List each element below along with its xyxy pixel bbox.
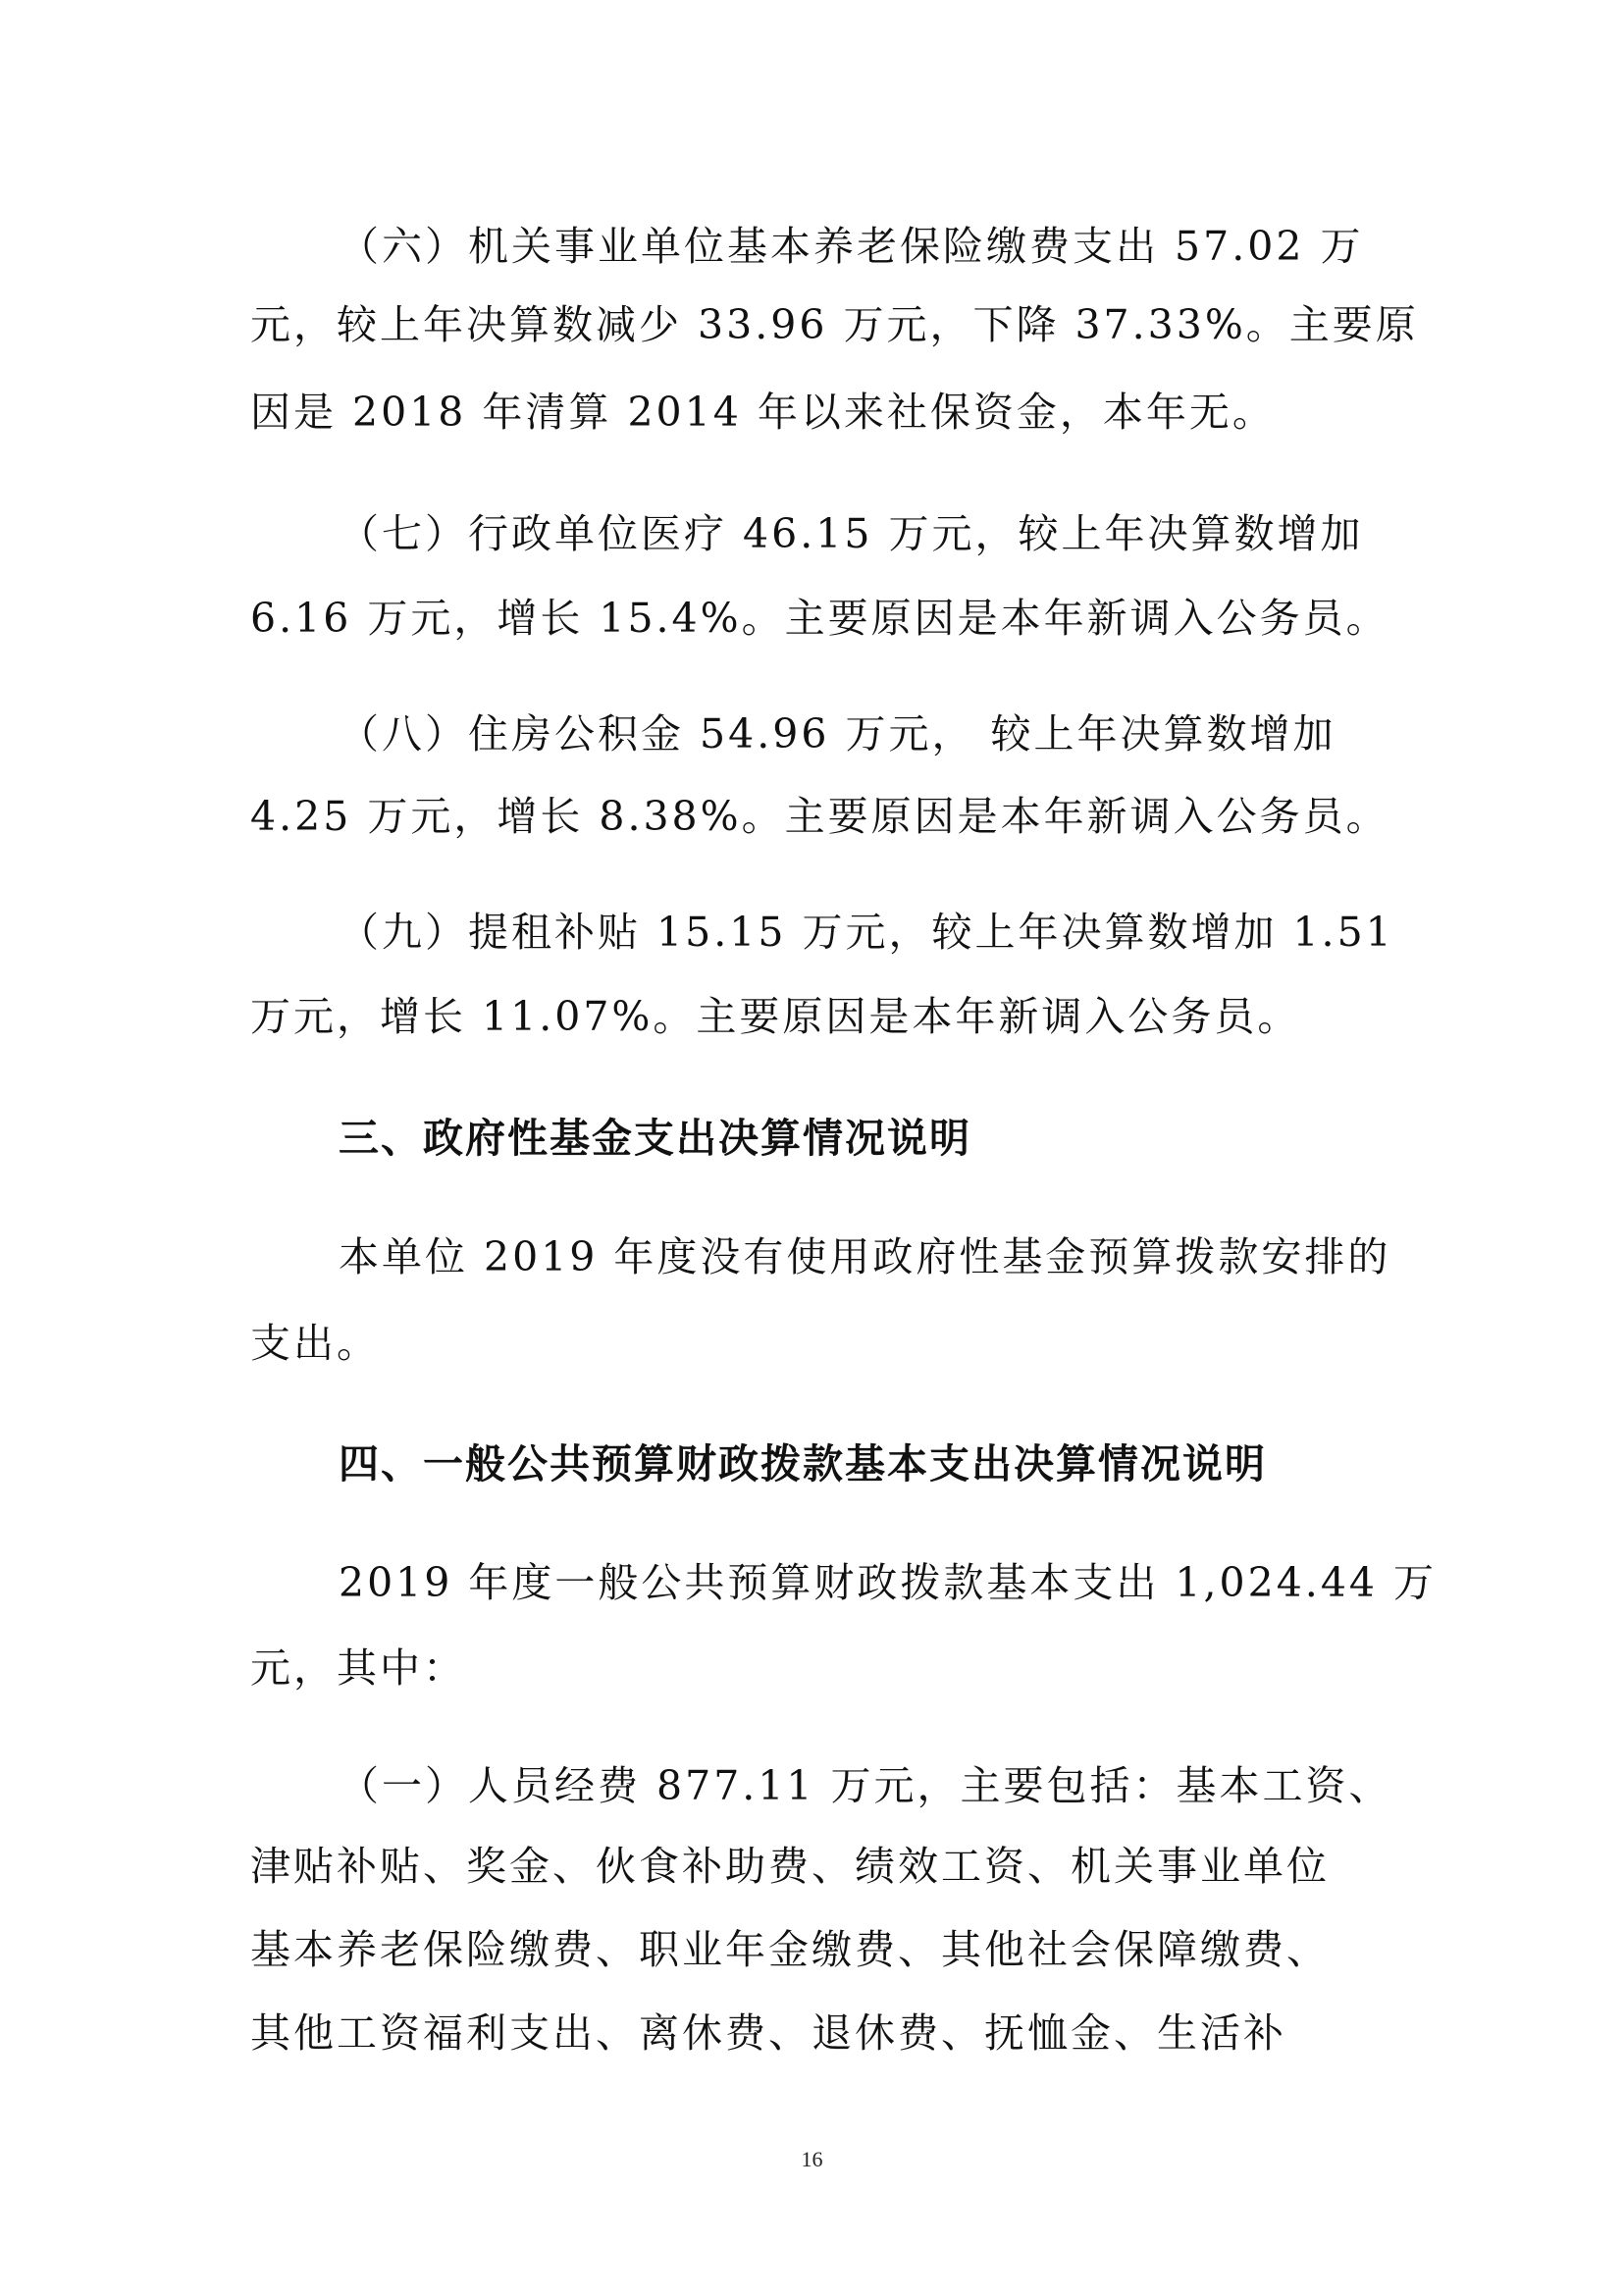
section-heading: 三、政府性基金支出决算情况说明 (339, 1115, 971, 1162)
page-number: 16 (801, 2147, 823, 2171)
paragraph-line: 因是 2018 年清算 2014 年以来社保资金，本年无。 (250, 389, 1276, 436)
paragraph-line: （六）机关事业单位基本养老保险缴费支出 57.02 万 (339, 223, 1364, 270)
paragraph-line: 6.16 万元，增长 15.4%。主要原因是本年新调入公务员。 (250, 595, 1389, 642)
paragraph-line: （八）住房公积金 54.96 万元， 较上年决算数增加 (339, 710, 1336, 757)
paragraph-line: 元，其中： (250, 1644, 466, 1692)
paragraph-line: （九）提租补贴 15.15 万元，较上年决算数增加 1.51 (339, 909, 1394, 956)
paragraph-line: 4.25 万元，增长 8.38%。主要原因是本年新调入公务员。 (250, 793, 1389, 840)
paragraph-line: 津贴补贴、奖金、伙食补助费、绩效工资、机关事业单位 (250, 1843, 1330, 1890)
paragraph-line: 支出。 (250, 1320, 380, 1367)
section-heading: 四、一般公共预算财政拨款基本支出决算情况说明 (339, 1440, 1267, 1487)
paragraph-line: 万元，增长 11.07%。主要原因是本年新调入公务员。 (250, 993, 1301, 1040)
paragraph-line: （七）行政单位医疗 46.15 万元，较上年决算数增加 (339, 510, 1364, 557)
paragraph-line: 元，较上年决算数减少 33.96 万元，下降 37.33%。主要原 (250, 301, 1419, 348)
paragraph-line: 2019 年度一般公共预算财政拨款基本支出 1,024.44 万 (339, 1559, 1438, 1606)
paragraph-line: 本单位 2019 年度没有使用政府性基金预算拨款安排的 (339, 1233, 1391, 1280)
paragraph-line: （一）人员经费 877.11 万元，主要包括：基本工资、 (339, 1762, 1392, 1809)
paragraph-line: 其他工资福利支出、离休费、退休费、抚恤金、生活补 (250, 2009, 1286, 2057)
paragraph-line: 基本养老保险缴费、职业年金缴费、其他社会保障缴费、 (250, 1926, 1330, 1973)
